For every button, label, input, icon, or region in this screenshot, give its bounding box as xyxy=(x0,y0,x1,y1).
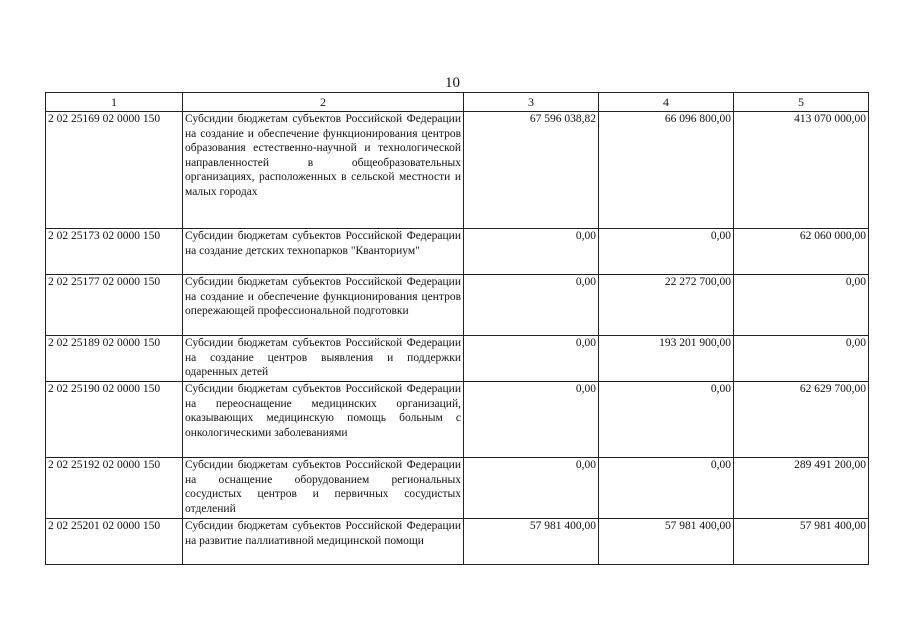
column-header-2: 2 xyxy=(183,93,464,112)
amount-col5-cell: 289 491 200,00 xyxy=(734,458,869,519)
amount-col3-cell: 0,00 xyxy=(464,458,599,519)
amount-col5-cell: 57 981 400,00 xyxy=(734,519,869,565)
description-cell: Субсидии бюджетам субъектов Российской Федерации на создание детских технопарков "Кванториум" xyxy=(183,229,464,275)
table-header-row xyxy=(46,93,869,112)
table-row xyxy=(46,336,869,382)
budget-code-cell: 2 02 25201 02 0000 150 xyxy=(46,519,183,565)
table-row xyxy=(46,275,869,336)
table-row xyxy=(46,519,869,565)
table-row xyxy=(46,382,869,458)
amount-col4-cell: 66 096 800,00 xyxy=(599,112,734,229)
amount-col4-cell: 193 201 900,00 xyxy=(599,336,734,382)
amount-col3-cell: 57 981 400,00 xyxy=(464,519,599,565)
table-row xyxy=(46,229,869,275)
budget-code-cell: 2 02 25177 02 0000 150 xyxy=(46,275,183,336)
budget-code-cell: 2 02 25189 02 0000 150 xyxy=(46,336,183,382)
amount-col5-cell: 0,00 xyxy=(734,275,869,336)
description-cell: Субсидии бюджетам субъектов Российской Федерации на создание и обеспечение функционирования центров опережающей профессиональной подготовки xyxy=(183,275,464,336)
amount-col4-cell: 57 981 400,00 xyxy=(599,519,734,565)
column-header-4: 4 xyxy=(599,93,734,112)
budget-code-cell: 2 02 25169 02 0000 150 xyxy=(46,112,183,229)
description-cell: Субсидии бюджетам субъектов Российской Федерации на оснащение оборудованием региональных сосудистых центров и первичных сосудистых отделений xyxy=(183,458,464,519)
description-cell: Субсидии бюджетам субъектов Российской Федерации на создание и обеспечение функционирования центров образования естественно-научной и технологической направленностей в общеобразовательных организациях, расположенных в сельской местности и малых городах xyxy=(183,112,464,229)
budget-table xyxy=(45,92,869,565)
amount-col3-cell: 0,00 xyxy=(464,229,599,275)
amount-col3-cell: 0,00 xyxy=(464,275,599,336)
amount-col3-cell: 67 596 038,82 xyxy=(464,112,599,229)
amount-col4-cell: 0,00 xyxy=(599,458,734,519)
column-header-3: 3 xyxy=(464,93,599,112)
budget-code-cell: 2 02 25190 02 0000 150 xyxy=(46,382,183,458)
table-row xyxy=(46,458,869,519)
description-cell: Субсидии бюджетам субъектов Российской Федерации на развитие паллиативной медицинской помощи xyxy=(183,519,464,565)
amount-col5-cell: 62 629 700,00 xyxy=(734,382,869,458)
amount-col5-cell: 62 060 000,00 xyxy=(734,229,869,275)
page-number: 10 xyxy=(445,75,460,91)
amount-col5-cell: 413 070 000,00 xyxy=(734,112,869,229)
description-cell: Субсидии бюджетам субъектов Российской Федерации на переоснащение медицинских организаций, оказывающих медицинскую помощь больным с онкологическими заболеваниями xyxy=(183,382,464,458)
amount-col5-cell: 0,00 xyxy=(734,336,869,382)
amount-col4-cell: 0,00 xyxy=(599,229,734,275)
column-header-1: 1 xyxy=(46,93,183,112)
column-header-5: 5 xyxy=(734,93,869,112)
budget-code-cell: 2 02 25173 02 0000 150 xyxy=(46,229,183,275)
amount-col3-cell: 0,00 xyxy=(464,382,599,458)
amount-col4-cell: 22 272 700,00 xyxy=(599,275,734,336)
amount-col4-cell: 0,00 xyxy=(599,382,734,458)
amount-col3-cell: 0,00 xyxy=(464,336,599,382)
table-row xyxy=(46,112,869,229)
description-cell: Субсидии бюджетам субъектов Российской Федерации на создание центров выявления и поддержки одаренных детей xyxy=(183,336,464,382)
budget-code-cell: 2 02 25192 02 0000 150 xyxy=(46,458,183,519)
